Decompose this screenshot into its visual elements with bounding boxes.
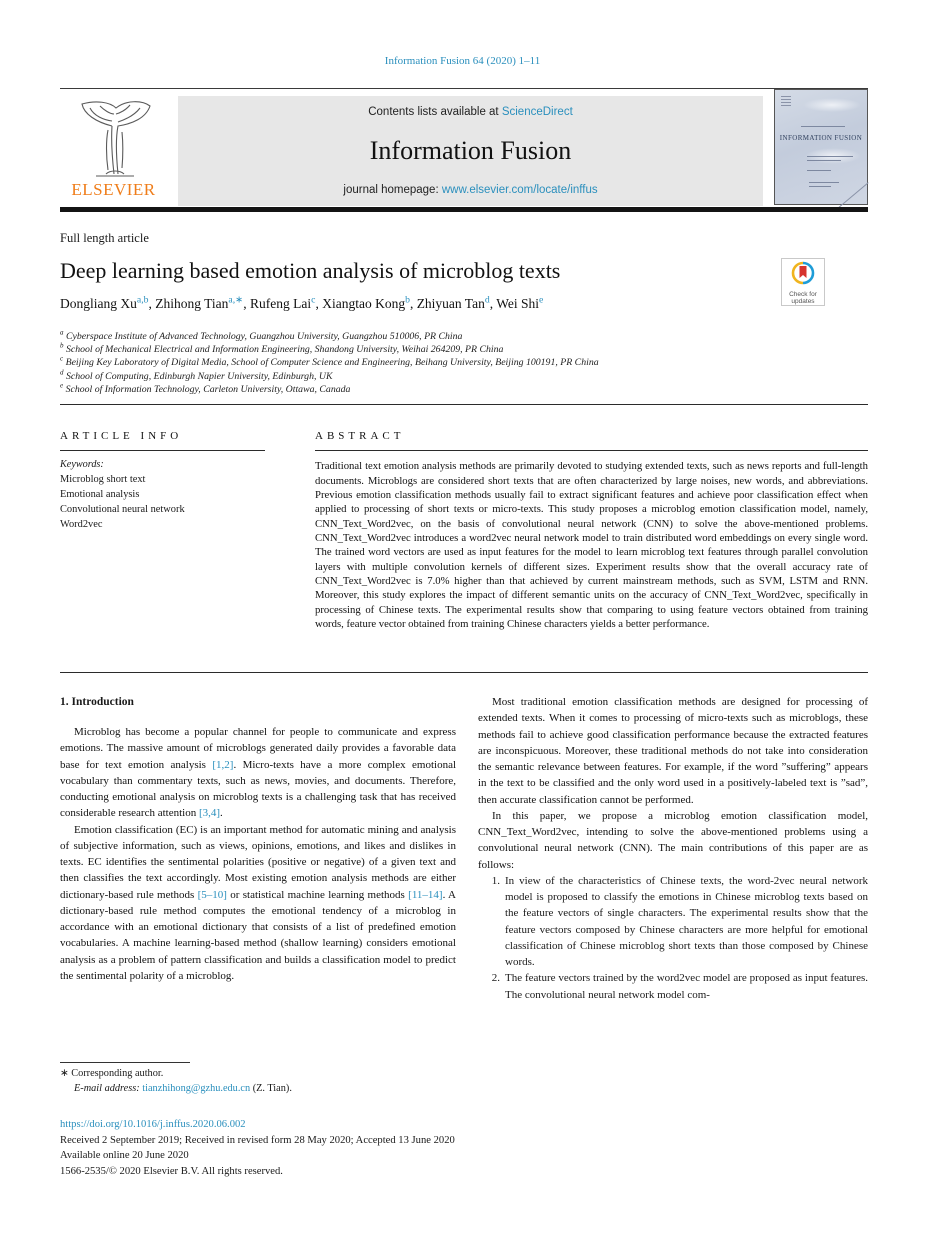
- keyword: Convolutional neural network: [60, 504, 185, 516]
- keyword: Microblog short text: [60, 474, 146, 486]
- journal-homepage-link[interactable]: www.elsevier.com/locate/inffus: [441, 184, 598, 196]
- journal-title: Information Fusion: [369, 136, 572, 165]
- journal-citation: Information Fusion 64 (2020) 1–11: [384, 55, 541, 67]
- doi-link[interactable]: https://doi.org/10.1016/j.inffus.2020.06.002: [60, 1119, 246, 1130]
- abstract-text: Traditional text emotion analysis methods are primarily devoted to studying extended texts, such as news reports and full-length documents. Microblogs are considered short texts that are often characterized by large noises, new words, and abbreviations. Previous emotion classification methods usually fail to extract significant features and achieve poor classification effect when applied to processing of short texts or micro-texts. This study proposes a microblog emotion classification model, namely, CNN_Text_Word2vec, on the basis of convolutional neural network (CNN) to solve the above-mentioned problems. CNN_Text_Word2vec introduces a word2vec neural network model to train distributed word embeddings on every single word. The trained word vectors are used as input features for the model to learn microblog text features through parallel convolution layers with multiple convolution kernels of different sizes. Experiment results show that the overall accuracy rate of CNN_Text_Word2vec is 7.0% higher than that achieved by current mainstream methods, such as SVM, LSTM and RNN. Moreover, this study explores the impact of different semantic units on the accuracy of CNN_Text_Word2vec, specifically in processing of Chinese texts. The experimental results show that comparing to using feature vectors obtained from training words, feature vector obtained from training Chinese characters yields a better performance.: [315, 460, 868, 631]
- citation-ref[interactable]: [1,2]: [212, 758, 234, 771]
- available-online: Available online 20 June 2020: [60, 1150, 189, 1161]
- affiliation-line: [60, 330, 820, 343]
- article-info-heading: ARTICLE INFO: [60, 430, 183, 442]
- divider: [60, 450, 265, 451]
- keywords-label: Keywords:: [60, 459, 104, 471]
- cover-text-line: [807, 156, 853, 157]
- abstract-heading: ABSTRACT: [315, 430, 405, 442]
- cover-text-line: [809, 186, 831, 187]
- paper-title: Deep learning based emotion analysis of microblog texts: [60, 258, 561, 283]
- footnote-block: [60, 1067, 480, 1096]
- body-column-right: [478, 694, 868, 1003]
- text-segment: b: [60, 341, 64, 350]
- text-segment: , Zhihong Tian: [148, 296, 229, 311]
- text-segment: (Z. Tian).: [250, 1082, 292, 1094]
- citation-ref[interactable]: tianzhihong@gzhu.edu.cn: [142, 1082, 251, 1094]
- author-list: [60, 296, 820, 312]
- divider: [60, 404, 868, 405]
- citation-ref[interactable]: [11–14]: [408, 888, 443, 901]
- journal-header-box: [178, 96, 763, 206]
- text-segment: . Micro-texts have a more complex emotional vocabulary than commentary texts, such as news, movies, and documents. Therefore, conducting emotional analysis on microblog texts is a challenging task that has received considerable research attention: [60, 758, 457, 820]
- list-number: 2.: [491, 972, 500, 985]
- elsevier-wordmark: ELSEVIER: [71, 180, 156, 199]
- divider: [315, 450, 868, 451]
- text-segment: , Wei Shi: [489, 296, 540, 311]
- text-segment: School of Computing, Edinburgh Napier University, Edinburgh, UK: [63, 370, 333, 382]
- body-column-left: [60, 694, 456, 984]
- text-segment: Emotion classification (EC) is an important method for automatic mining and analysis of subjective information, such as views, opinions, emotions, and likes and dislikes in texts. EC identifies the sentimental polarities (positive or negative) of a given text and then classifies the text accordingly. Most existing emotion analysis methods are either dictionary-based rule methods: [60, 823, 456, 901]
- cover-decoration: [837, 182, 868, 208]
- citation-ref[interactable]: e: [539, 294, 544, 306]
- list-text: In view of the characteristics of Chinese texts, the word-2vec neural network model is proposed to classify the emotions in Chinese microblog texts based on the feature vectors of single characters. The experimental results show that the feature vectors composed by Chinese characters are more helpful for emotional classification of Chinese microblog short texts than those composed by Chinese words.: [505, 874, 868, 968]
- cover-text-line: [809, 182, 839, 183]
- paragraph: Most traditional emotion classification methods are designed for processing of extended texts. When it comes to processing of micro-texts such as microblogs, these methods fail to achieve good classification performance because the extracted features are inconspicuous. Moreover, these traditional methods do not take into consideration the semantic relevance between features. For example, if the word ”suffering” appears in the text to be classified and the only word used in a positively-labeled text is ”sad”, then accurate classification cannot be performed.: [478, 696, 868, 806]
- affiliation-line: [60, 383, 820, 396]
- divider: [60, 672, 868, 673]
- text-segment: . A dictionary-based rule method computes the emotional tendency of a microblog in accordance with an emotional dictionary that consists of a list of predefined emotion vocabularies. A machine learning-based method (shallow learning) considers emotional analysis as a problem of pattern classification and builds a classification model to predict the sentimental polarity of a microblog.: [60, 888, 456, 982]
- citation-ref[interactable]: c: [311, 294, 316, 306]
- text-segment: E-mail address:: [74, 1082, 140, 1094]
- text-segment: , Rufeng Lai: [243, 296, 312, 311]
- text-segment: Beijing Key Laboratory of Digital Media, School of Computer Science and Engineering, Beihang University, Beijing 100191, PR China: [63, 357, 599, 369]
- badge-label: Check for updates: [789, 291, 817, 305]
- affiliation-line: [60, 343, 820, 356]
- affiliation-line: [60, 356, 820, 369]
- elsevier-tree-icon: [66, 96, 162, 180]
- text-segment: Dongliang Xu: [60, 296, 137, 311]
- journal-cover-thumbnail[interactable]: [774, 89, 868, 205]
- citation-ref[interactable]: d: [484, 294, 490, 306]
- keyword: Emotional analysis: [60, 489, 140, 501]
- text-segment: or statistical machine learning methods: [226, 888, 409, 901]
- text-segment: Cyberspace Institute of Advanced Technology, Guangzhou University, Guangzhou 510006, PR China: [63, 331, 463, 342]
- keyword: Word2vec: [60, 519, 103, 531]
- homepage-line: [178, 184, 763, 196]
- list-number: 1.: [491, 874, 500, 887]
- text-segment: c: [60, 355, 64, 364]
- article-type-label: Full length article: [60, 231, 149, 245]
- update-badge-icon: [791, 261, 815, 285]
- cover-barcode: [781, 96, 791, 108]
- received-dates: Received 2 September 2019; Received in revised form 28 May 2020; Accepted 13 June 2020: [60, 1134, 455, 1146]
- citation-ref[interactable]: a,∗: [228, 294, 244, 306]
- email-note: [74, 1082, 480, 1097]
- footnote-divider: [60, 1062, 190, 1063]
- text-segment: , Xiangtao Kong: [315, 296, 406, 311]
- corresponding-author-note: ∗ Corresponding author.: [60, 1068, 164, 1079]
- text-segment: School of Information Technology, Carleton University, Ottawa, Canada: [63, 383, 351, 395]
- list-text: The feature vectors trained by the word2vec model are proposed as input features. The convolutional neural network model com-: [505, 972, 868, 1001]
- elsevier-logo[interactable]: [57, 96, 170, 206]
- cover-highlight: [803, 98, 861, 112]
- paragraph: [60, 724, 456, 822]
- contribution-item: [482, 873, 868, 971]
- text-segment: a: [60, 328, 64, 337]
- citation-ref[interactable]: b: [405, 294, 410, 306]
- paragraph: In this paper, we propose a microblog emotion classification model, CNN_Text_Word2vec, intending to solve the above-mentioned problems using a convolutional neural network (CNN). The main contributions of this paper are as follows:: [478, 809, 868, 871]
- text-segment: d: [60, 368, 64, 377]
- citation-ref[interactable]: [5–10]: [197, 888, 227, 901]
- copyright-line: 1566-2535/© 2020 Elsevier B.V. All rights reserved.: [60, 1165, 283, 1177]
- paragraph: [60, 822, 456, 985]
- text-segment: Microblog has become a popular channel for people to communicate and express emotions. The massive amount of microblogs generated daily provides a favorable data base for text emotion analysis: [60, 726, 456, 771]
- cover-text-line: [807, 170, 831, 171]
- citation-ref[interactable]: a,b: [136, 294, 149, 306]
- footer-block: [60, 1117, 868, 1179]
- affiliation-line: [60, 370, 820, 383]
- divider: [60, 88, 868, 89]
- section-heading-introduction: 1. Introduction: [60, 696, 134, 708]
- contents-prefix: Contents lists available at: [368, 106, 502, 118]
- cover-text-line: [807, 160, 841, 161]
- contents-line: [178, 106, 763, 118]
- abstract-section: [315, 430, 868, 631]
- text-segment: e: [60, 381, 64, 390]
- citation-ref[interactable]: [3,4]: [198, 807, 221, 820]
- article-info-section: [60, 430, 265, 532]
- text-segment: .: [220, 807, 223, 820]
- contribution-item: [482, 970, 868, 1003]
- header-heavy-rule: [60, 207, 868, 212]
- homepage-prefix: journal homepage:: [343, 184, 442, 196]
- text-segment: , Zhiyuan Tan: [409, 296, 485, 311]
- cover-text-line: [801, 126, 845, 127]
- affiliation-list: [60, 330, 820, 396]
- text-segment: School of Mechanical Electrical and Information Engineering, Shandong University, Weihai 264209, PR China: [63, 344, 504, 356]
- cover-journal-title: INFORMATION FUSION: [779, 134, 863, 142]
- sciencedirect-link[interactable]: ScienceDirect: [501, 106, 573, 118]
